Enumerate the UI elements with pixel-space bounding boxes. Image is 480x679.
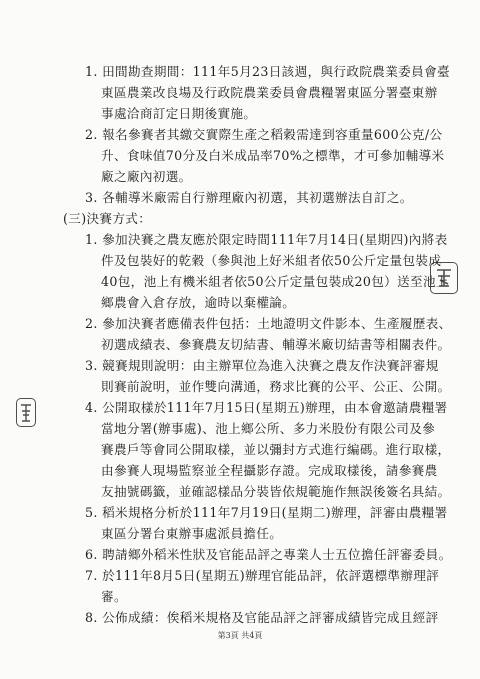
text-line: 1. 參加決賽之農友應於限定時間111年7月14日(星期四)內將表	[85, 232, 448, 247]
text-line: 當地分署(辦事處)、池上鄉公所、多力米股份有限公司及參	[101, 421, 436, 436]
seal-icon	[19, 402, 33, 424]
text-line: 初選成績表、參賽農友切結書、輔導米廠切結書等相關表件。	[101, 337, 451, 352]
text-line: 友抽號碼籤，並確認樣品分裝皆依規範施作無誤後簽名具結。	[101, 484, 451, 499]
text-line: 7. 於111年8月5日(星期五)辦理官能品評，依評選標準辦理評	[85, 568, 440, 583]
text-line: 審。	[101, 589, 127, 604]
text-line: 則賽前說明，並作雙向溝通，務求比賽的公平、公正、公開。	[101, 379, 451, 394]
text-line: 2. 報名參賽者其繳交實際生產之稻穀需達到容重量600公克/公	[85, 127, 443, 142]
text-line: 3. 競賽規則說明：由主辦單位為進入決賽之農友作決賽評審規	[85, 358, 439, 373]
seal-icon	[434, 266, 454, 290]
text-line: 東區農業改良場及行政院農業委員會農糧署東區分署臺東辦	[101, 85, 438, 100]
text-line: 2. 參加決賽者應備表件包括：土地證明文件影本、生產履歷表、	[85, 316, 452, 331]
text-line: 鄉農會入倉存放，逾時以棄權論。	[101, 295, 296, 310]
text-line: 升、食味值70分及白米成品率70%之標準，才可參加輔導米	[101, 148, 445, 163]
text-line: 3. 各輔導米廠需自行辦理廠內初選，其初選辦法自訂之。	[85, 190, 413, 205]
text-line: 4. 公開取樣於111年7月15日(星期五)辦理，由本會邀請農糧署	[85, 400, 448, 415]
text-line: 件及包裝好的乾穀（參與池上好米組者依50公斤定量包裝成	[101, 253, 442, 268]
text-line: 事處洽商訂定日期後實施。	[101, 106, 257, 121]
text-line: 賽農戶等會同公開取樣，並以彌封方式進行編碼。進行取樣，	[101, 442, 451, 457]
seal-stamp	[430, 262, 458, 294]
text-line: 6. 聘請鄉外稻米性狀及官能品評之專業人士五位擔任評審委員。	[85, 547, 452, 562]
text-line: 40包，池上有機米組者依50公斤定量包裝成20包）送至池上	[101, 274, 449, 289]
text-line: 8. 公佈成績：俟稻米規格及官能品評之評審成績皆完成且經評	[85, 610, 439, 625]
text-line: 1. 田間勘查期間：111年5月23日該週，與行政院農業委員會臺	[85, 64, 450, 79]
text-line: 5. 稻米規格分析於111年7月19日(星期二)辦理，評審由農糧署	[85, 505, 448, 520]
page-footer: 第3頁 共4頁	[217, 631, 263, 640]
seal-stamp-small	[16, 398, 36, 427]
text-line: 廠之廠內初選。	[101, 169, 192, 184]
text-line: 由參賽人現場監察並全程攝影存證。完成取樣後，請參賽農	[101, 463, 438, 478]
section-heading: (三)決賽方式：	[63, 211, 152, 226]
text-line: 東區分署台東辦事處派員擔任。	[101, 526, 283, 541]
